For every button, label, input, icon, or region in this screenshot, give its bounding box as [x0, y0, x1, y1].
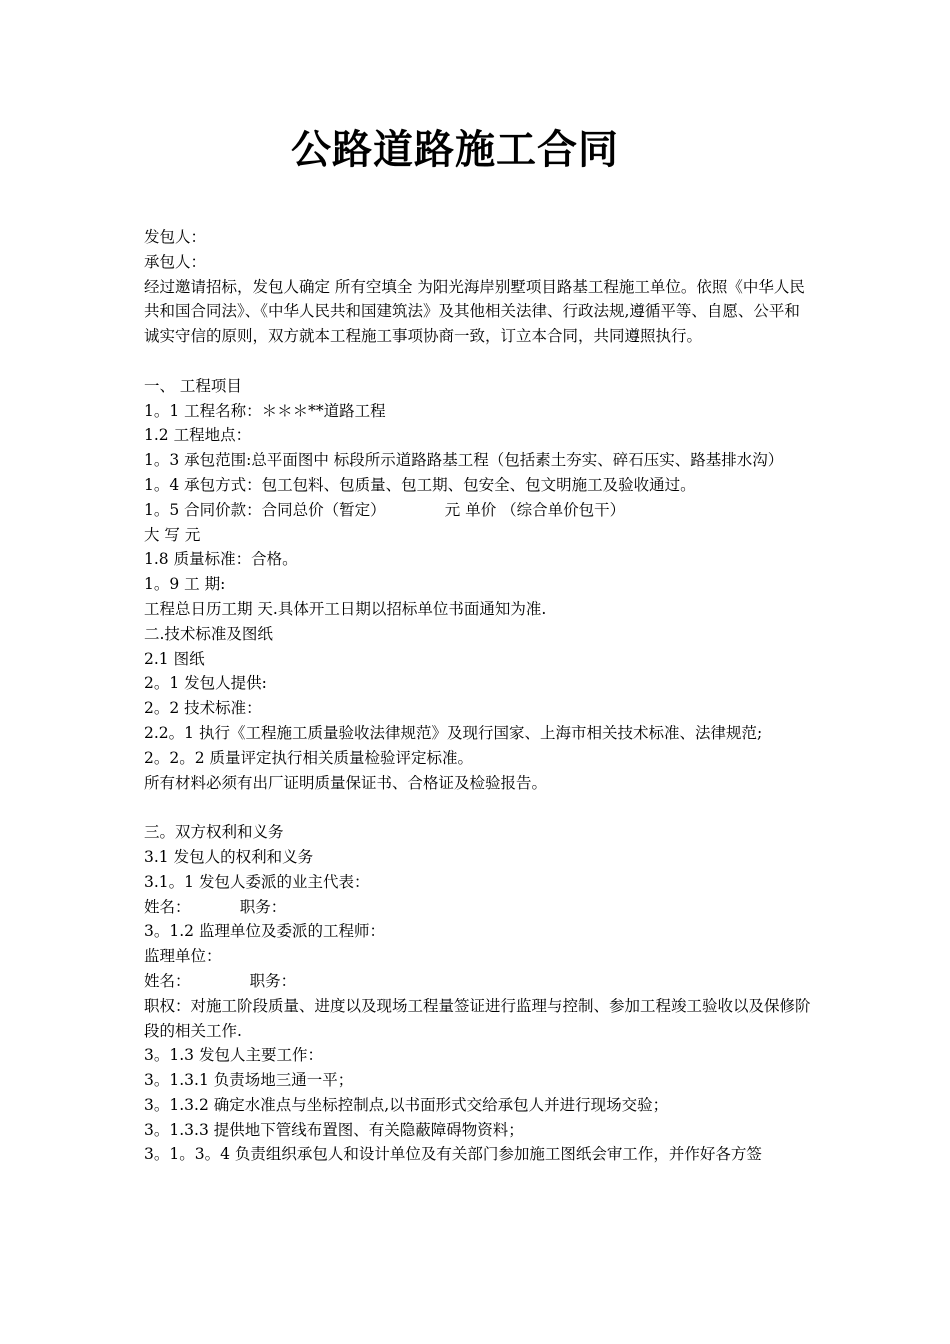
text-paragraph: 职权：对施工阶段质量、进度以及现场工程量签证进行监理与控制、参加工程竣工验收以及保修阶段的相关工作.	[144, 996, 811, 1040]
section-heading: 二.技术标准及图纸	[144, 624, 273, 643]
text-line: 3。1。3。4 负责组织承包人和设计单位及有关部门参加施工图纸会审工作，并作好各方签	[144, 1145, 762, 1164]
blank-line	[144, 349, 812, 374]
text-line: 所有材料必须有出厂证明质量保证书、合格证及检验报告。	[144, 773, 548, 792]
text-line: 3。1.3 发包人主要工作：	[144, 1046, 323, 1065]
text-line: 3.1 发包人的权利和义务	[144, 847, 314, 866]
text-line: 1。1 工程名称：＊＊＊**道路工程	[144, 401, 386, 420]
blank-line	[144, 795, 812, 820]
text-line: 2.1 图纸	[144, 649, 205, 668]
text-line: 大 写 元	[144, 525, 201, 544]
document-body	[144, 225, 812, 1167]
text-line: 3.1。1 发包人委派的业主代表：	[144, 872, 370, 891]
text-line: 1。9 工 期:	[144, 575, 226, 594]
text-line: 承包人：	[144, 252, 207, 271]
text-line: 姓名： 职务：	[144, 897, 287, 916]
text-line: 1.8 质量标准：合格。	[144, 550, 298, 569]
text-line: 工程总日历工期 天.具体开工日期以招标单位书面通知为准.	[144, 599, 547, 618]
text-line: 监理单位：	[144, 947, 222, 966]
document-title: 公路道路施工合同	[291, 127, 619, 173]
text-line: 2。1 发包人提供:	[144, 674, 267, 693]
text-line: 2。2 技术标准：	[144, 699, 262, 718]
text-line: 2.2。1 执行《工程施工质量验收法律规范》及现行国家、上海市相关技术标准、法律规范;	[144, 723, 763, 742]
text-line: 3。1.2 监理单位及委派的工程师：	[144, 922, 385, 941]
text-line: 1。5 合同价款：合同总价（暂定） 元 单价 （综合单价包干）	[144, 500, 626, 519]
text-line: 2。2。2 质量评定执行相关质量检验评定标准。	[144, 748, 474, 767]
section-heading: 一、 工程项目	[144, 376, 242, 395]
text-line: 3。1.3.3 提供地下管线布置图、有关隐蔽障碍物资料；	[144, 1120, 524, 1139]
section-heading: 三。双方权利和义务	[144, 823, 284, 842]
text-paragraph: 1。3 承包范围:总平面图中 标段所示道路路基工程（包括素土夯实、碎石压实、路基排水沟）	[144, 451, 784, 470]
text-paragraph: 经过邀请招标，发包人确定 所有空填全 为阳光海岸别墅项目路基工程施工单位。依照《中华人民共和国合同法》、《中华人民共和国建筑法》及其他相关法律、行政法规,遵循平等、自愿、公平和诚实守信的原则，双方就本工程施工事项协商一致，订立本合同，共同遵照执行。	[144, 277, 805, 346]
text-line: 发包人：	[144, 228, 207, 246]
text-line: 姓名： 职务：	[144, 971, 297, 990]
text-line: 1.2 工程地点：	[144, 426, 252, 445]
text-line: 3。1.3.2 确定水准点与坐标控制点,以书面形式交给承包人并进行现场交验；	[144, 1095, 669, 1114]
text-line: 1。4 承包方式：包工包料、包质量、包工期、包安全、包文明施工及验收通过。	[144, 475, 696, 494]
text-line: 3。1.3.1 负责场地三通一平；	[144, 1071, 354, 1090]
